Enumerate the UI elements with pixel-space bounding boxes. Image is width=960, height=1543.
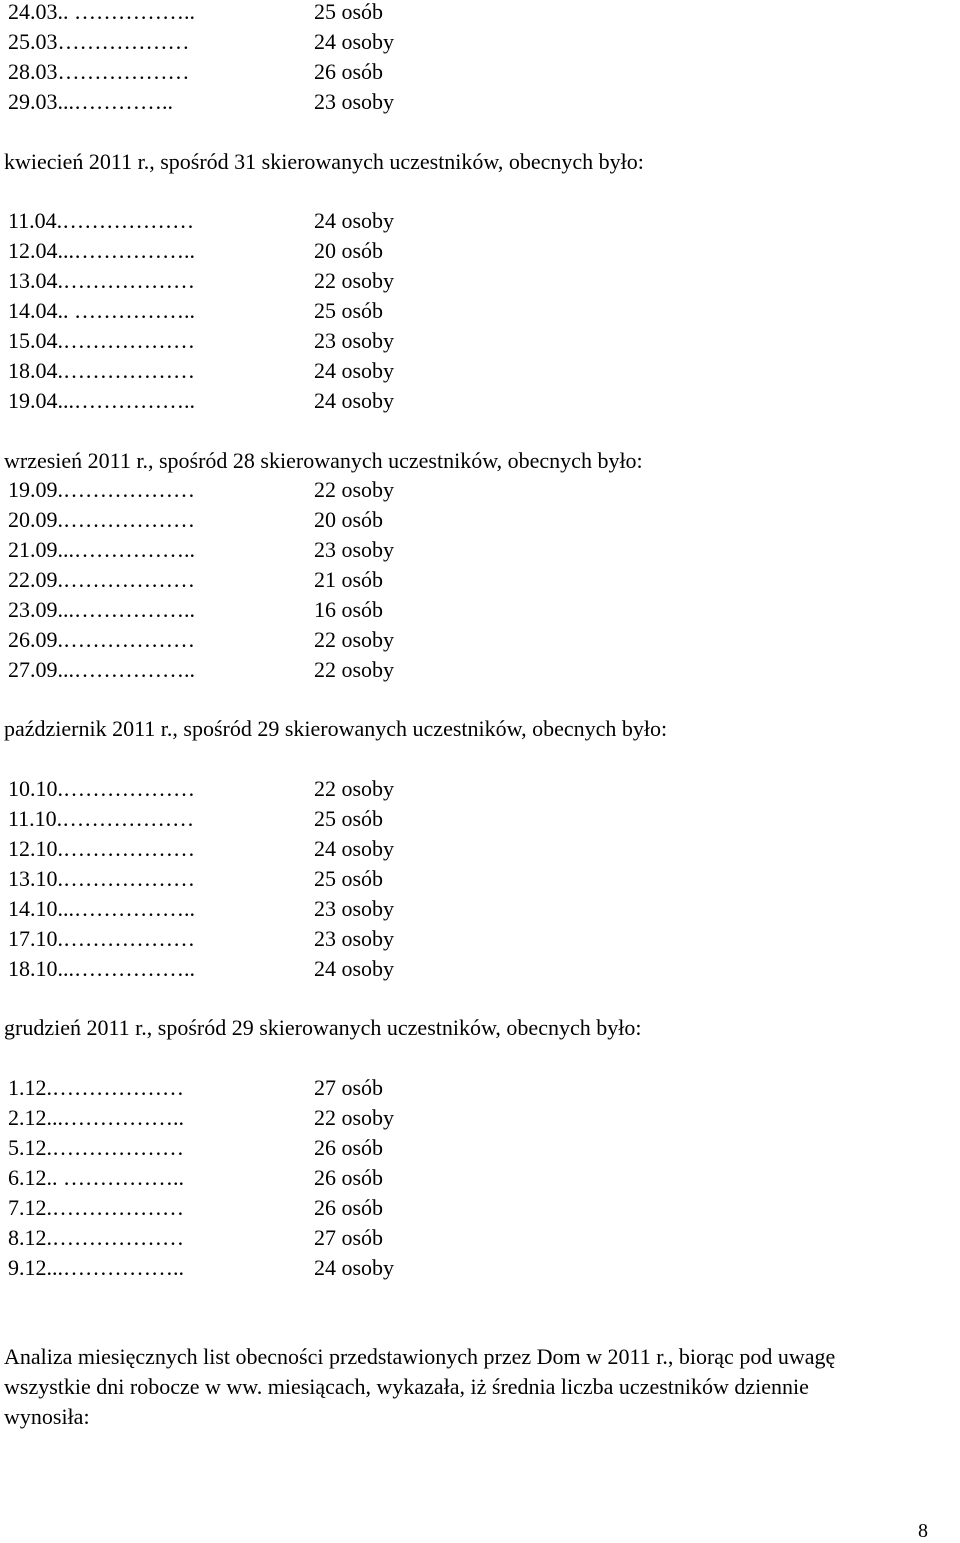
attendance-count: 24 osoby <box>314 1255 395 1280</box>
attendance-count: 24 osoby <box>314 388 395 413</box>
date-label: 22.09.……………… <box>8 567 195 592</box>
attendance-count: 27 osób <box>314 1225 384 1250</box>
date-label: 2.12...…………….. <box>8 1105 184 1130</box>
date-label: 21.09...…………….. <box>8 537 195 562</box>
date-label: 19.09.……………… <box>8 477 195 502</box>
page-number: 8 <box>918 1520 928 1542</box>
attendance-count: 22 osoby <box>314 657 395 682</box>
date-label: 14.10...…………….. <box>8 896 195 921</box>
date-label: 8.12.……………… <box>8 1225 184 1250</box>
attendance-count: 24 osoby <box>314 29 395 54</box>
date-label: 18.10...…………….. <box>8 956 195 981</box>
attendance-count: 25 osób <box>314 866 384 891</box>
attendance-count: 22 osoby <box>314 477 395 502</box>
date-label: 26.09.……………… <box>8 627 195 652</box>
attendance-count: 26 osób <box>314 1135 384 1160</box>
date-label: 14.04.. …………….. <box>8 298 195 323</box>
attendance-count: 24 osoby <box>314 956 395 981</box>
attendance-count: 23 osoby <box>314 896 395 921</box>
attendance-count: 22 osoby <box>314 1105 395 1130</box>
date-label: 12.10.……………… <box>8 836 195 861</box>
attendance-count: 21 osób <box>314 567 384 592</box>
date-label: 13.04.……………… <box>8 268 195 293</box>
section-heading: wrzesień 2011 r., spośród 28 skierowanych uczestników, obecnych było: <box>4 448 643 473</box>
attendance-count: 26 osób <box>314 59 384 84</box>
attendance-count: 25 osób <box>314 298 384 323</box>
attendance-count: 20 osób <box>314 507 384 532</box>
attendance-count: 23 osoby <box>314 328 395 353</box>
date-label: 7.12.……………… <box>8 1195 184 1220</box>
date-label: 6.12.. …………….. <box>8 1165 184 1190</box>
paragraph-line: wszystkie dni robocze w ww. miesiącach, wykazała, iż średnia liczba uczestników dziennie <box>4 1374 809 1399</box>
date-label: 15.04.……………… <box>8 328 195 353</box>
section-heading: grudzień 2011 r., spośród 29 skierowanych uczestników, obecnych było: <box>4 1015 642 1040</box>
date-label: 19.04...…………….. <box>8 388 195 413</box>
attendance-count: 24 osoby <box>314 358 395 383</box>
date-label: 12.04...…………….. <box>8 238 195 263</box>
attendance-count: 26 osób <box>314 1165 384 1190</box>
attendance-count: 22 osoby <box>314 268 395 293</box>
attendance-count: 25 osób <box>314 806 384 831</box>
date-label: 1.12.……………… <box>8 1075 184 1100</box>
date-label: 25.03……………… <box>8 29 190 54</box>
date-label: 28.03……………… <box>8 59 190 84</box>
section-heading: kwiecień 2011 r., spośród 31 skierowanych uczestników, obecnych było: <box>4 149 644 174</box>
attendance-count: 24 osoby <box>314 208 395 233</box>
attendance-count: 22 osoby <box>314 776 395 801</box>
date-label: 5.12.……………… <box>8 1135 184 1160</box>
date-label: 29.03...………….. <box>8 89 173 114</box>
date-label: 24.03.. …………….. <box>8 0 195 24</box>
date-label: 11.10.……………… <box>8 806 195 831</box>
date-label: 13.10.……………… <box>8 866 195 891</box>
attendance-count: 24 osoby <box>314 836 395 861</box>
attendance-count: 22 osoby <box>314 627 395 652</box>
date-label: 10.10.……………… <box>8 776 195 801</box>
date-label: 23.09...…………….. <box>8 597 195 622</box>
paragraph-line: Analiza miesięcznych list obecności przedstawionych przez Dom w 2011 r., biorąc pod uwagę <box>4 1344 836 1369</box>
attendance-count: 27 osób <box>314 1075 384 1100</box>
attendance-count: 23 osoby <box>314 89 395 114</box>
date-label: 11.04.……………… <box>8 208 195 233</box>
section-heading: październik 2011 r., spośród 29 skierowanych uczestników, obecnych było: <box>4 716 668 741</box>
attendance-count: 26 osób <box>314 1195 384 1220</box>
date-label: 18.04.……………… <box>8 358 195 383</box>
date-label: 27.09...…………….. <box>8 657 195 682</box>
date-label: 20.09.……………… <box>8 507 195 532</box>
attendance-count: 25 osób <box>314 0 384 24</box>
attendance-count: 20 osób <box>314 238 384 263</box>
attendance-count: 16 osób <box>314 597 384 622</box>
paragraph-line: wynosiła: <box>4 1404 90 1429</box>
date-label: 17.10.……………… <box>8 926 195 951</box>
date-label: 9.12...…………….. <box>8 1255 184 1280</box>
attendance-count: 23 osoby <box>314 537 395 562</box>
attendance-count: 23 osoby <box>314 926 395 951</box>
